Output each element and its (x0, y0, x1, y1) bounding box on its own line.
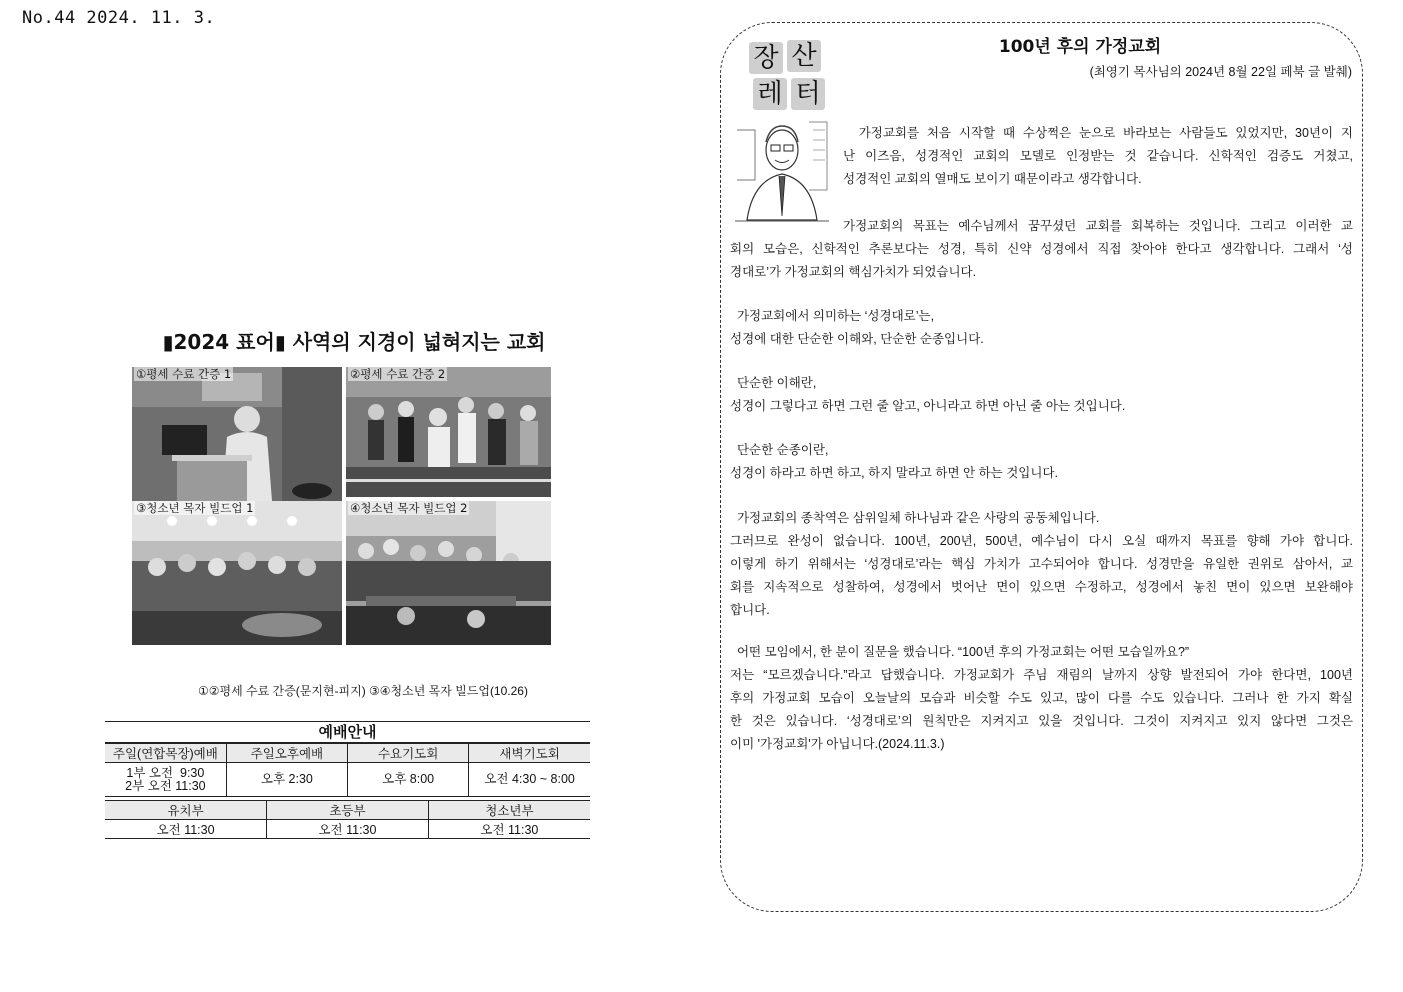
kindergarten-time: 오전 11:30 (105, 820, 267, 839)
photo-testimony-2 (346, 367, 551, 497)
paragraph-5 (730, 439, 1353, 485)
p7-line-4: 한 것은 있습니다. ‘성경대로’의 원칙만은 지켜지고 있을 것입니다. 그것이 지켜지고 있지 않다면 그것은 (730, 714, 1353, 728)
p1-line-2: 난 이즈음, 성경적인 교회의 모델로 인정받는 것 같습니다. 신학적인 검증도 거쳤고, (843, 149, 1353, 163)
badge-char-1: 장 (749, 42, 783, 74)
p6-line-2: 그러므로 완성이 없습니다. 100년, 200년, 500년, 예수님이 다시 오실 때까지 목표를 향해 가야 합니다. (730, 534, 1353, 548)
photo-youth-buildup-1 (132, 501, 342, 645)
department-schedule-table (105, 800, 590, 839)
photo-caption-2: ②평세 수료 간증 2 (350, 367, 446, 381)
letter-title: 100년 후의 가정교회 (998, 37, 1162, 57)
header-wednesday-prayer: 수요기도회 (348, 744, 469, 763)
paragraph-4 (730, 372, 1353, 418)
p3-line-1: 가정교회에서 의미하는 ‘성경대로’는, (730, 309, 935, 323)
photo-youth-buildup-2 (346, 501, 551, 645)
issue-number-date: No.44 2024. 11. 3. (22, 8, 216, 28)
wednesday-prayer-time: 오후 8:00 (348, 763, 469, 797)
jangsan-letter-badge (747, 40, 829, 112)
paragraph-3 (730, 305, 1353, 351)
dawn-prayer-time: 오전 4:30 ~ 8:00 (469, 763, 590, 797)
p1-line-1: 가정교회를 처음 시작할 때 수상쩍은 눈으로 바라보는 사람들도 있었지만, 30년이 지 (843, 126, 1353, 140)
p6-line-5: 합니다. (730, 603, 770, 617)
p4-line-2: 성경이 그렇다고 하면 그런 줄 알고, 아니라고 하면 아닌 줄 아는 것입니다. (730, 399, 1126, 413)
afternoon-service-time: 오후 2:30 (226, 763, 347, 797)
paragraph-1 (843, 122, 1353, 191)
photo-youth-buildup-1-image (132, 501, 342, 645)
photo-youth-buildup-2-image (346, 501, 551, 645)
sunday-first-service: 1부 오전 9:30 (126, 765, 205, 780)
badge-char-3: 레 (753, 78, 787, 110)
p5-line-1: 단순한 순종이란, (730, 443, 829, 457)
worship-guide (105, 721, 590, 839)
photo-grid (132, 367, 551, 645)
paragraph-7 (730, 641, 1353, 756)
worship-schedule-table (105, 743, 590, 797)
paragraph-2 (730, 215, 1353, 284)
p4-line-1: 단순한 이해란, (730, 376, 817, 390)
photo-testimony-1-image (132, 367, 342, 501)
p2-line-1: 가정교회의 목표는 예수님께서 꿈꾸셨던 교회를 회복하는 것입니다. 그리고 이러한 교 (843, 219, 1353, 233)
photo-caption-3: ③청소년 목자 빌드업 1 (136, 501, 254, 515)
worship-guide-title: 예배안내 (105, 721, 590, 743)
badge-char-2: 산 (787, 40, 821, 72)
photo-testimony-1 (132, 367, 342, 501)
elementary-time: 오전 11:30 (267, 820, 429, 839)
photo-caption-4: ④청소년 목자 빌드업 2 (350, 501, 468, 515)
badge-char-4: 터 (791, 78, 825, 110)
p6-line-3: 이렇게 하기 위해서는 ‘성경대로’라는 핵심 가치가 고수되어야 합니다. 성경만을 유일한 권위로 삼아서, 교 (730, 557, 1353, 571)
p3-line-2: 성경에 대한 단순한 이해와, 단순한 순종입니다. (730, 332, 984, 346)
p7-line-1: 어떤 모임에서, 한 분이 질문을 했습니다. “100년 후의 가정교회는 어떤 모습일까요?” (730, 645, 1190, 659)
p7-line-2: 저는 “모르겠습니다.”라고 답했습니다. 가정교회가 주님 재림의 날까지 상향 발전되어 가야 한다면, 100년 (730, 668, 1353, 682)
p7-line-5: 이미 '가정교회'가 아닙니다.(2024.11.3.) (730, 737, 945, 751)
year-motto: ▮2024 표어▮ 사역의 지경이 넓혀지는 교회 (162, 330, 546, 354)
p7-line-3: 후의 가정교회 모습이 오늘날의 모습과 비슷할 수도 있고, 많이 다를 수도 있습니다. 그러나 한 가지 확실 (730, 691, 1353, 705)
p6-line-4: 회를 지속적으로 성찰하여, 성경에서 벗어난 면이 있으면 수정하고, 성경에서 놓친 면이 있으면 보완해야 (730, 580, 1353, 594)
letter-subtitle: (최영기 목사님의 2024년 8월 22일 페북 글 발췌) (1089, 65, 1352, 79)
youth-time: 오전 11:30 (428, 820, 590, 839)
pastor-portrait-sketch (735, 120, 829, 222)
p6-line-1: 가정교회의 종착역은 삼위일체 하나님과 같은 사랑의 공동체입니다. (730, 511, 1100, 525)
header-dawn-prayer: 새벽기도회 (469, 744, 590, 763)
photo-caption-1: ①평세 수료 간증 1 (136, 367, 232, 381)
paragraph-6 (730, 507, 1353, 622)
photo-description: ①②평세 수료 간증(문지현-피지) ③④청소년 목자 빌드업(10.26) (198, 684, 528, 698)
sunday-second-service: 2부 오전 11:30 (125, 778, 206, 793)
header-sunday-service: 주일(연합목장)예배 (105, 744, 226, 763)
sunday-service-times (105, 763, 226, 797)
p5-line-2: 성경이 하라고 하면 하고, 하지 말라고 하면 안 하는 것입니다. (730, 466, 1059, 480)
p1-line-3: 성경적인 교회의 열매도 보이기 때문이라고 생각합니다. (843, 172, 1142, 186)
header-elementary: 초등부 (267, 801, 429, 820)
header-youth: 청소년부 (428, 801, 590, 820)
p2-line-3: 경대로’가 가정교회의 핵심가치가 되었습니다. (730, 265, 977, 279)
photo-testimony-2-image (346, 367, 551, 497)
header-sunday-afternoon: 주일오후예배 (226, 744, 347, 763)
p2-line-2: 회의 모습은, 신학적인 추론보다는 성경, 특히 신약 성경에서 직접 찾아야 한다고 생각합니다. 그래서 ‘성 (730, 242, 1353, 256)
header-kindergarten: 유치부 (105, 801, 267, 820)
